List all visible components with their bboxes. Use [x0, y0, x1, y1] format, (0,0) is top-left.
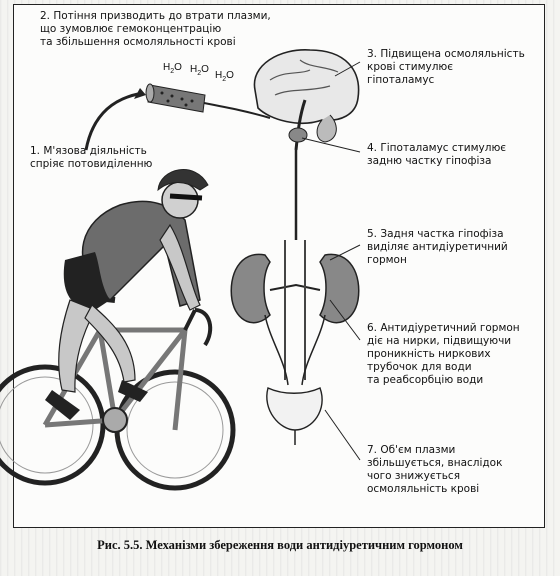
step-7-label: 7. Об'єм плазми збільшується, внаслідок чого знижується осмоляльність крові: [367, 444, 503, 495]
bladder-icon: [267, 388, 322, 430]
step-5-label: 5. Задня частка гіпофіза виділяє антидіуретичний гормон: [367, 228, 508, 266]
step-1-label: 1. М'язова діяльність спріяє потовиділенню: [30, 145, 153, 170]
water-molecule-3: $H_2O$: [215, 70, 234, 83]
cyclist-icon: [0, 170, 233, 488]
step-3-label: 3. Підвищена осмоляльність крові стимулює гіпоталамус: [367, 48, 525, 86]
brain-icon: [254, 50, 358, 150]
figure-caption: Рис. 5.5. Механізми збереження води антидіуретичним гормоном: [97, 538, 463, 552]
curved-arrow: [86, 94, 138, 150]
water-molecule-2: $H_2O$: [190, 64, 209, 77]
water-molecule-1: $H_2O$: [163, 62, 182, 75]
step-2-label: 2. Потіння призводить до втрати плазми, що зумовлює гемоконцентрацію та збільшення осмоляльності крові: [40, 10, 271, 48]
pointer-line: [325, 410, 360, 460]
step-6-label: 6. Антидіуретичний гормон діє на нирки, підвищуючи проникність ниркових трубочок для води та реабсорбцію води: [367, 322, 520, 386]
blood-vessel-icon: [146, 84, 205, 112]
step-4-label: 4. Гіпоталамус стимулює задню частку гіпофіза: [367, 142, 507, 167]
